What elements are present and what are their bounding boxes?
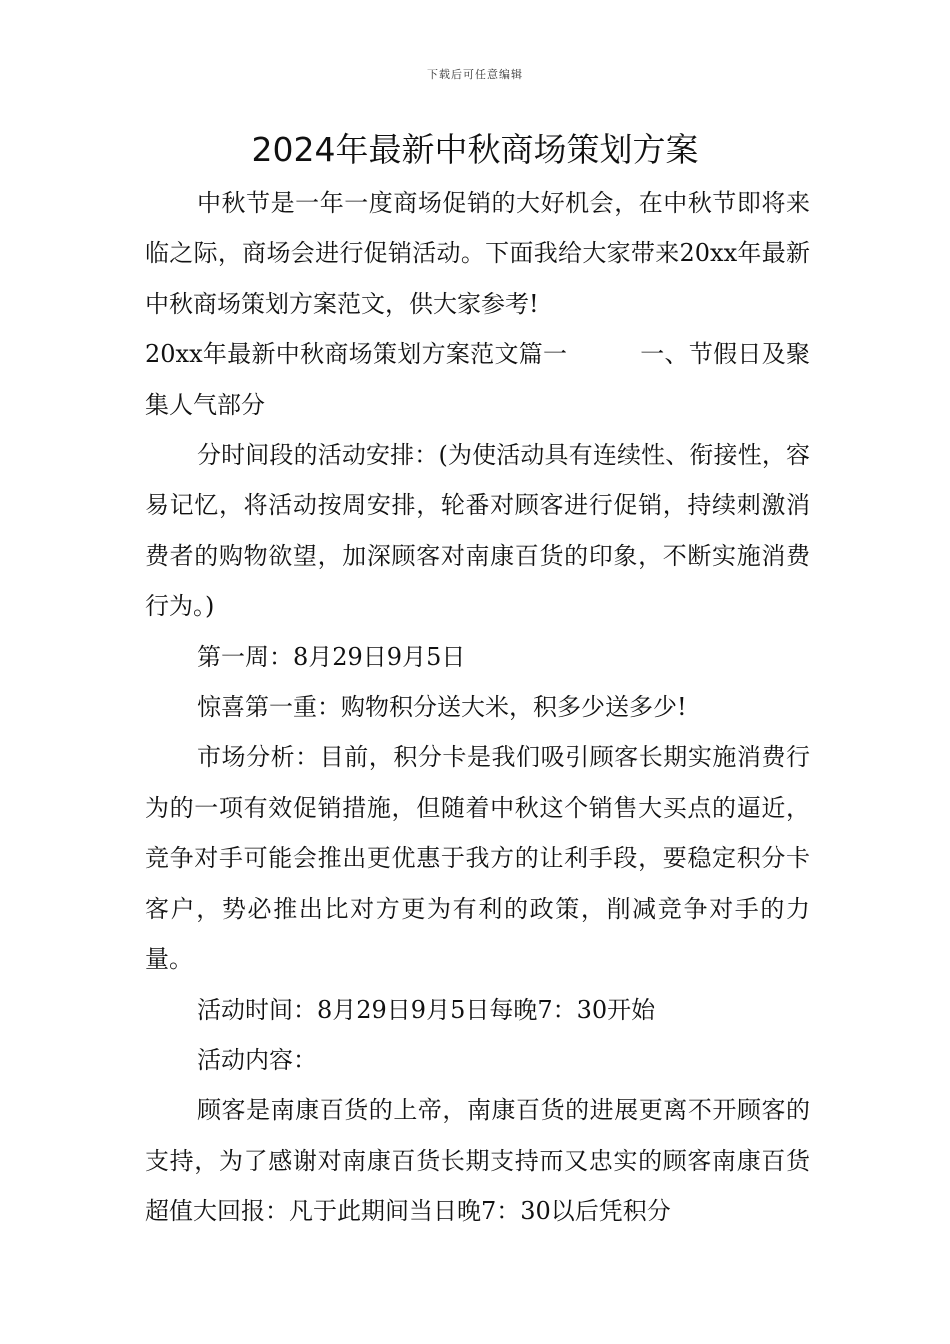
- document-body: [145, 178, 810, 1237]
- paragraph: 20xx年最新中秋商场策划方案范文篇一 一、节假日及聚集人气部分: [145, 340, 810, 419]
- paragraph: 惊喜第一重：购物积分送大米，积多少送多少!: [197, 693, 687, 722]
- paragraph: 第一周：8月29日9月5日: [197, 642, 466, 671]
- paragraph: 分时间段的活动安排：(为使活动具有连续性、衔接性，容易记忆，将活动按周安排，轮番对顾客进行促销，持续刺激消费者的购物欲望，加深顾客对南康百货的印象，不断实施消费行为。): [145, 441, 810, 621]
- paragraph: 市场分析：目前，积分卡是我们吸引顾客长期实施消费行为的一项有效促销措施，但随着中秋这个销售大买点的逼近，竞争对手可能会推出更优惠于我方的让利手段，要稳定积分卡客户，势必推出比对方更为有利的政策，削减竞争对手的力量。: [145, 743, 810, 974]
- paragraph: 活动内容：: [197, 1045, 317, 1074]
- document-title: 2024年最新中秋商场策划方案: [251, 130, 699, 169]
- paragraph: 顾客是南康百货的上帝，南康百货的进展更离不开顾客的支持，为了感谢对南康百货长期支持而又忠实的顾客南康百货超值大回报：凡于此期间当日晚7：30以后凭积分: [145, 1096, 810, 1226]
- paragraph: 中秋节是一年一度商场促销的大好机会，在中秋节即将来临之际，商场会进行促销活动。下面我给大家带来20xx年最新中秋商场策划方案范文，供大家参考!: [145, 189, 810, 318]
- header-note: 下载后可任意编辑: [427, 68, 523, 81]
- paragraph: 活动时间：8月29日9月5日每晚7：30开始: [197, 995, 656, 1024]
